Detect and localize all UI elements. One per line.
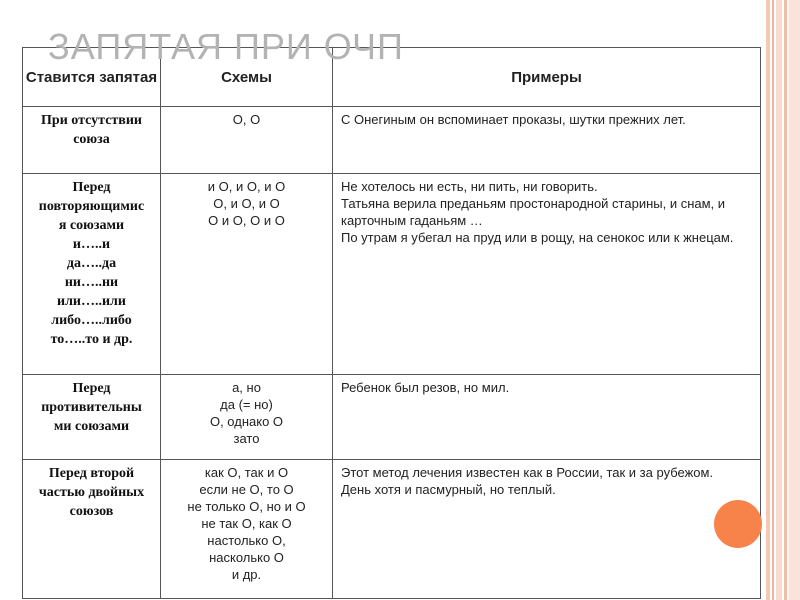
decor-stripe (772, 0, 774, 600)
category-line: либо…..либо (51, 313, 132, 328)
schemes-cell (161, 174, 333, 375)
table-row (23, 375, 761, 460)
category-line: Перед (72, 180, 111, 195)
decor-circle (714, 500, 762, 548)
scheme-line: зато (233, 431, 260, 446)
example-line: Ребенок был резов, но мил. (341, 380, 510, 395)
scheme-line: О, и О, и О (213, 196, 280, 211)
schemes-cell (161, 375, 333, 460)
category-cell (23, 107, 161, 174)
scheme-line: если не О, то О (199, 482, 294, 497)
category-line: то…..то и др. (50, 332, 133, 347)
header-category: Ставится запятая (23, 48, 161, 107)
slide-title: ЗАПЯТАЯ ПРИ ОЧП (48, 26, 404, 67)
category-line: и…..и (72, 237, 111, 252)
example-line: Этот метод лечения известен как в России, так и за рубежом. (341, 465, 714, 480)
category-line: да…..да (66, 256, 117, 271)
scheme-line: и др. (231, 567, 262, 582)
example-line: Не хотелось ни есть, ни пить, ни говорить. (341, 179, 598, 194)
scheme-line: О, однако О (209, 414, 284, 429)
rules-table (22, 47, 761, 599)
category-line: частью двойных (38, 485, 145, 500)
category-cell (23, 460, 161, 599)
category-line: ни…..ни (64, 275, 119, 290)
examples-cell (333, 174, 761, 375)
table-row (23, 174, 761, 375)
schemes-cell (161, 107, 333, 174)
scheme-line: насколько О (209, 550, 284, 565)
decor-stripe (776, 0, 782, 600)
category-line: При отсутствии союза (41, 113, 142, 147)
table-row (23, 460, 761, 599)
scheme-line: как О, так и О (204, 465, 289, 480)
example-line: С Онегиным он вспоминает проказы, шутки прежних лет. (341, 112, 686, 127)
category-line: я союзами (58, 218, 125, 233)
scheme-line: не так О, как О (201, 516, 292, 531)
examples-cell (333, 460, 761, 599)
scheme-line: О, О (232, 112, 261, 127)
decor-stripe (766, 0, 770, 600)
scheme-line: не только О, но и О (187, 499, 306, 514)
category-line: повторяющимис (38, 199, 145, 214)
scheme-line: О и О, О и О (208, 213, 285, 228)
scheme-line: да (= но) (220, 397, 273, 412)
decor-stripe (784, 0, 787, 600)
decor-stripe (789, 0, 800, 600)
category-cell (23, 375, 161, 460)
example-line: Татьяна верила преданьям простонародной старины, и снам, и карточным гаданьям … (341, 196, 726, 228)
category-cell (23, 174, 161, 375)
category-line: союзов (69, 504, 114, 519)
category-line: Перед второй (48, 466, 135, 481)
category-line: ми союзами (53, 419, 130, 434)
examples-cell (333, 107, 761, 174)
scheme-line: и О, и О, и О (207, 179, 286, 194)
scheme-line: а, но (232, 380, 261, 395)
examples-cell (333, 375, 761, 460)
category-line: Перед (72, 381, 111, 396)
category-line: или…..или (57, 294, 126, 309)
scheme-line: настолько О, (207, 533, 286, 548)
header-schemes: Схемы (161, 48, 333, 107)
table-row (23, 107, 761, 174)
schemes-cell (161, 460, 333, 599)
category-line: противительны (41, 400, 142, 415)
example-line: День хотя и пасмурный, но теплый. (341, 482, 556, 497)
header-examples: Примеры (333, 48, 761, 107)
example-line: По утрам я убегал на пруд или в рощу, на сенокос или к жнецам. (341, 230, 734, 245)
